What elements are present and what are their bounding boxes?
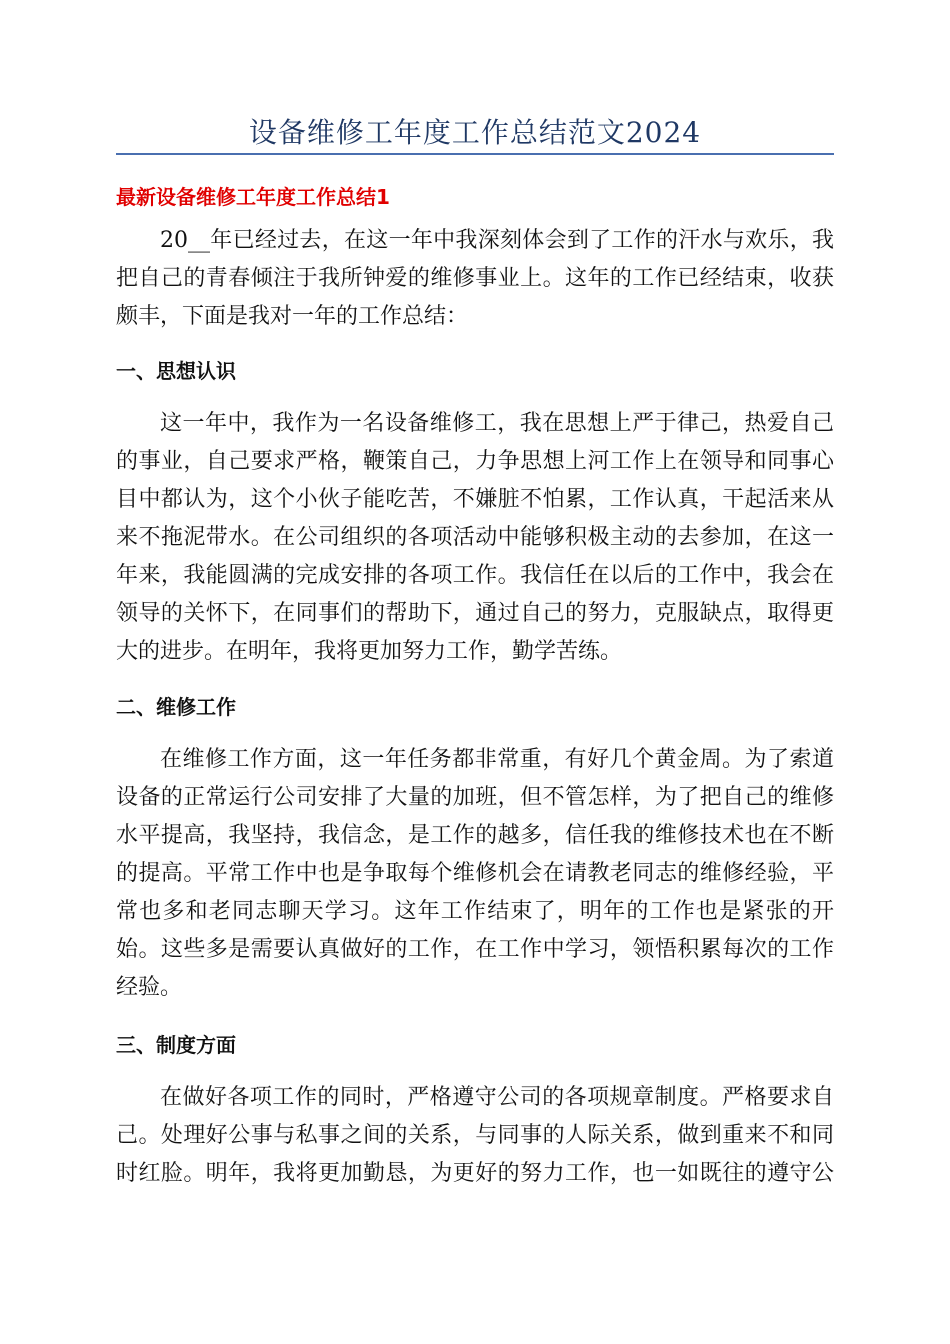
section-paragraph (116, 1079, 834, 1193)
section-heading: 三、制度方面 (116, 1033, 236, 1057)
paragraph-line: 20__年已经过去，在这一年中我深刻体会到了工作的汗水与欢乐，我 (160, 228, 834, 253)
paragraph-line: 这一年中，我作为一名设备维修工，我在思想上严于律己，热爱自己 (160, 411, 834, 436)
paragraph-line: 的提高。平常工作中也是争取每个维修机会在请教老同志的维修经验，平 (116, 861, 834, 886)
paragraph-line: 时红脸。明年，我将更加勤恳，为更好的努力工作，也一如既往的遵守公 (116, 1161, 834, 1186)
paragraph-line: 水平提高，我坚持，我信念，是工作的越多，信任我的维修技术也在不断 (116, 823, 834, 848)
paragraph-line: 目中都认为，这个小伙子能吃苦，不嫌脏不怕累，工作认真，干起活来从 (116, 487, 834, 512)
paragraph-line: 的事业，自己要求严格，鞭策自己，力争思想上河工作上在领导和同事心 (116, 449, 834, 474)
paragraph-line: 年来，我能圆满的完成安排的各项工作。我信任在以后的工作中，我会在 (116, 563, 834, 588)
paragraph-line: 设备的正常运行公司安排了大量的加班，但不管怎样，为了把自己的维修 (116, 785, 834, 810)
paragraph-line: 来不拖泥带水。在公司组织的各项活动中能够积极主动的去参加，在这一 (116, 525, 834, 550)
section-title: 最新设备维修工年度工作总结1 (116, 185, 390, 209)
title-underline (116, 153, 834, 155)
paragraph-line: 颇丰，下面是我对一年的工作总结： (116, 304, 469, 329)
document-title: 设备维修工年度工作总结范文2024 (248, 116, 702, 149)
section-paragraph (116, 405, 834, 671)
paragraph-line: 经验。 (116, 975, 183, 1000)
paragraph-line: 在维修工作方面，这一年任务都非常重，有好几个黄金周。为了索道 (160, 747, 834, 772)
paragraph-line: 在做好各项工作的同时，严格遵守公司的各项规章制度。严格要求自 (160, 1085, 834, 1110)
section-paragraph (116, 741, 834, 1007)
paragraph-line: 把自己的青春倾注于我所钟爱的维修事业上。这年的工作已经结束，收获 (116, 266, 834, 291)
paragraph-line: 领导的关怀下，在同事们的帮助下，通过自己的努力，克服缺点，取得更 (116, 601, 834, 626)
intro-paragraph (116, 222, 834, 336)
section-heading: 一、思想认识 (116, 359, 236, 383)
paragraph-line: 大的进步。在明年，我将更加努力工作，勤学苦练。 (116, 639, 623, 664)
paragraph-line: 常也多和老同志聊天学习。这年工作结束了，明年的工作也是紧张的开 (116, 899, 834, 924)
paragraph-line: 始。这些多是需要认真做好的工作，在工作中学习，领悟积累每次的工作 (116, 937, 834, 962)
section-heading: 二、维修工作 (116, 695, 236, 719)
paragraph-line: 己。处理好公事与私事之间的关系，与同事的人际关系，做到重来不和同 (116, 1123, 834, 1148)
